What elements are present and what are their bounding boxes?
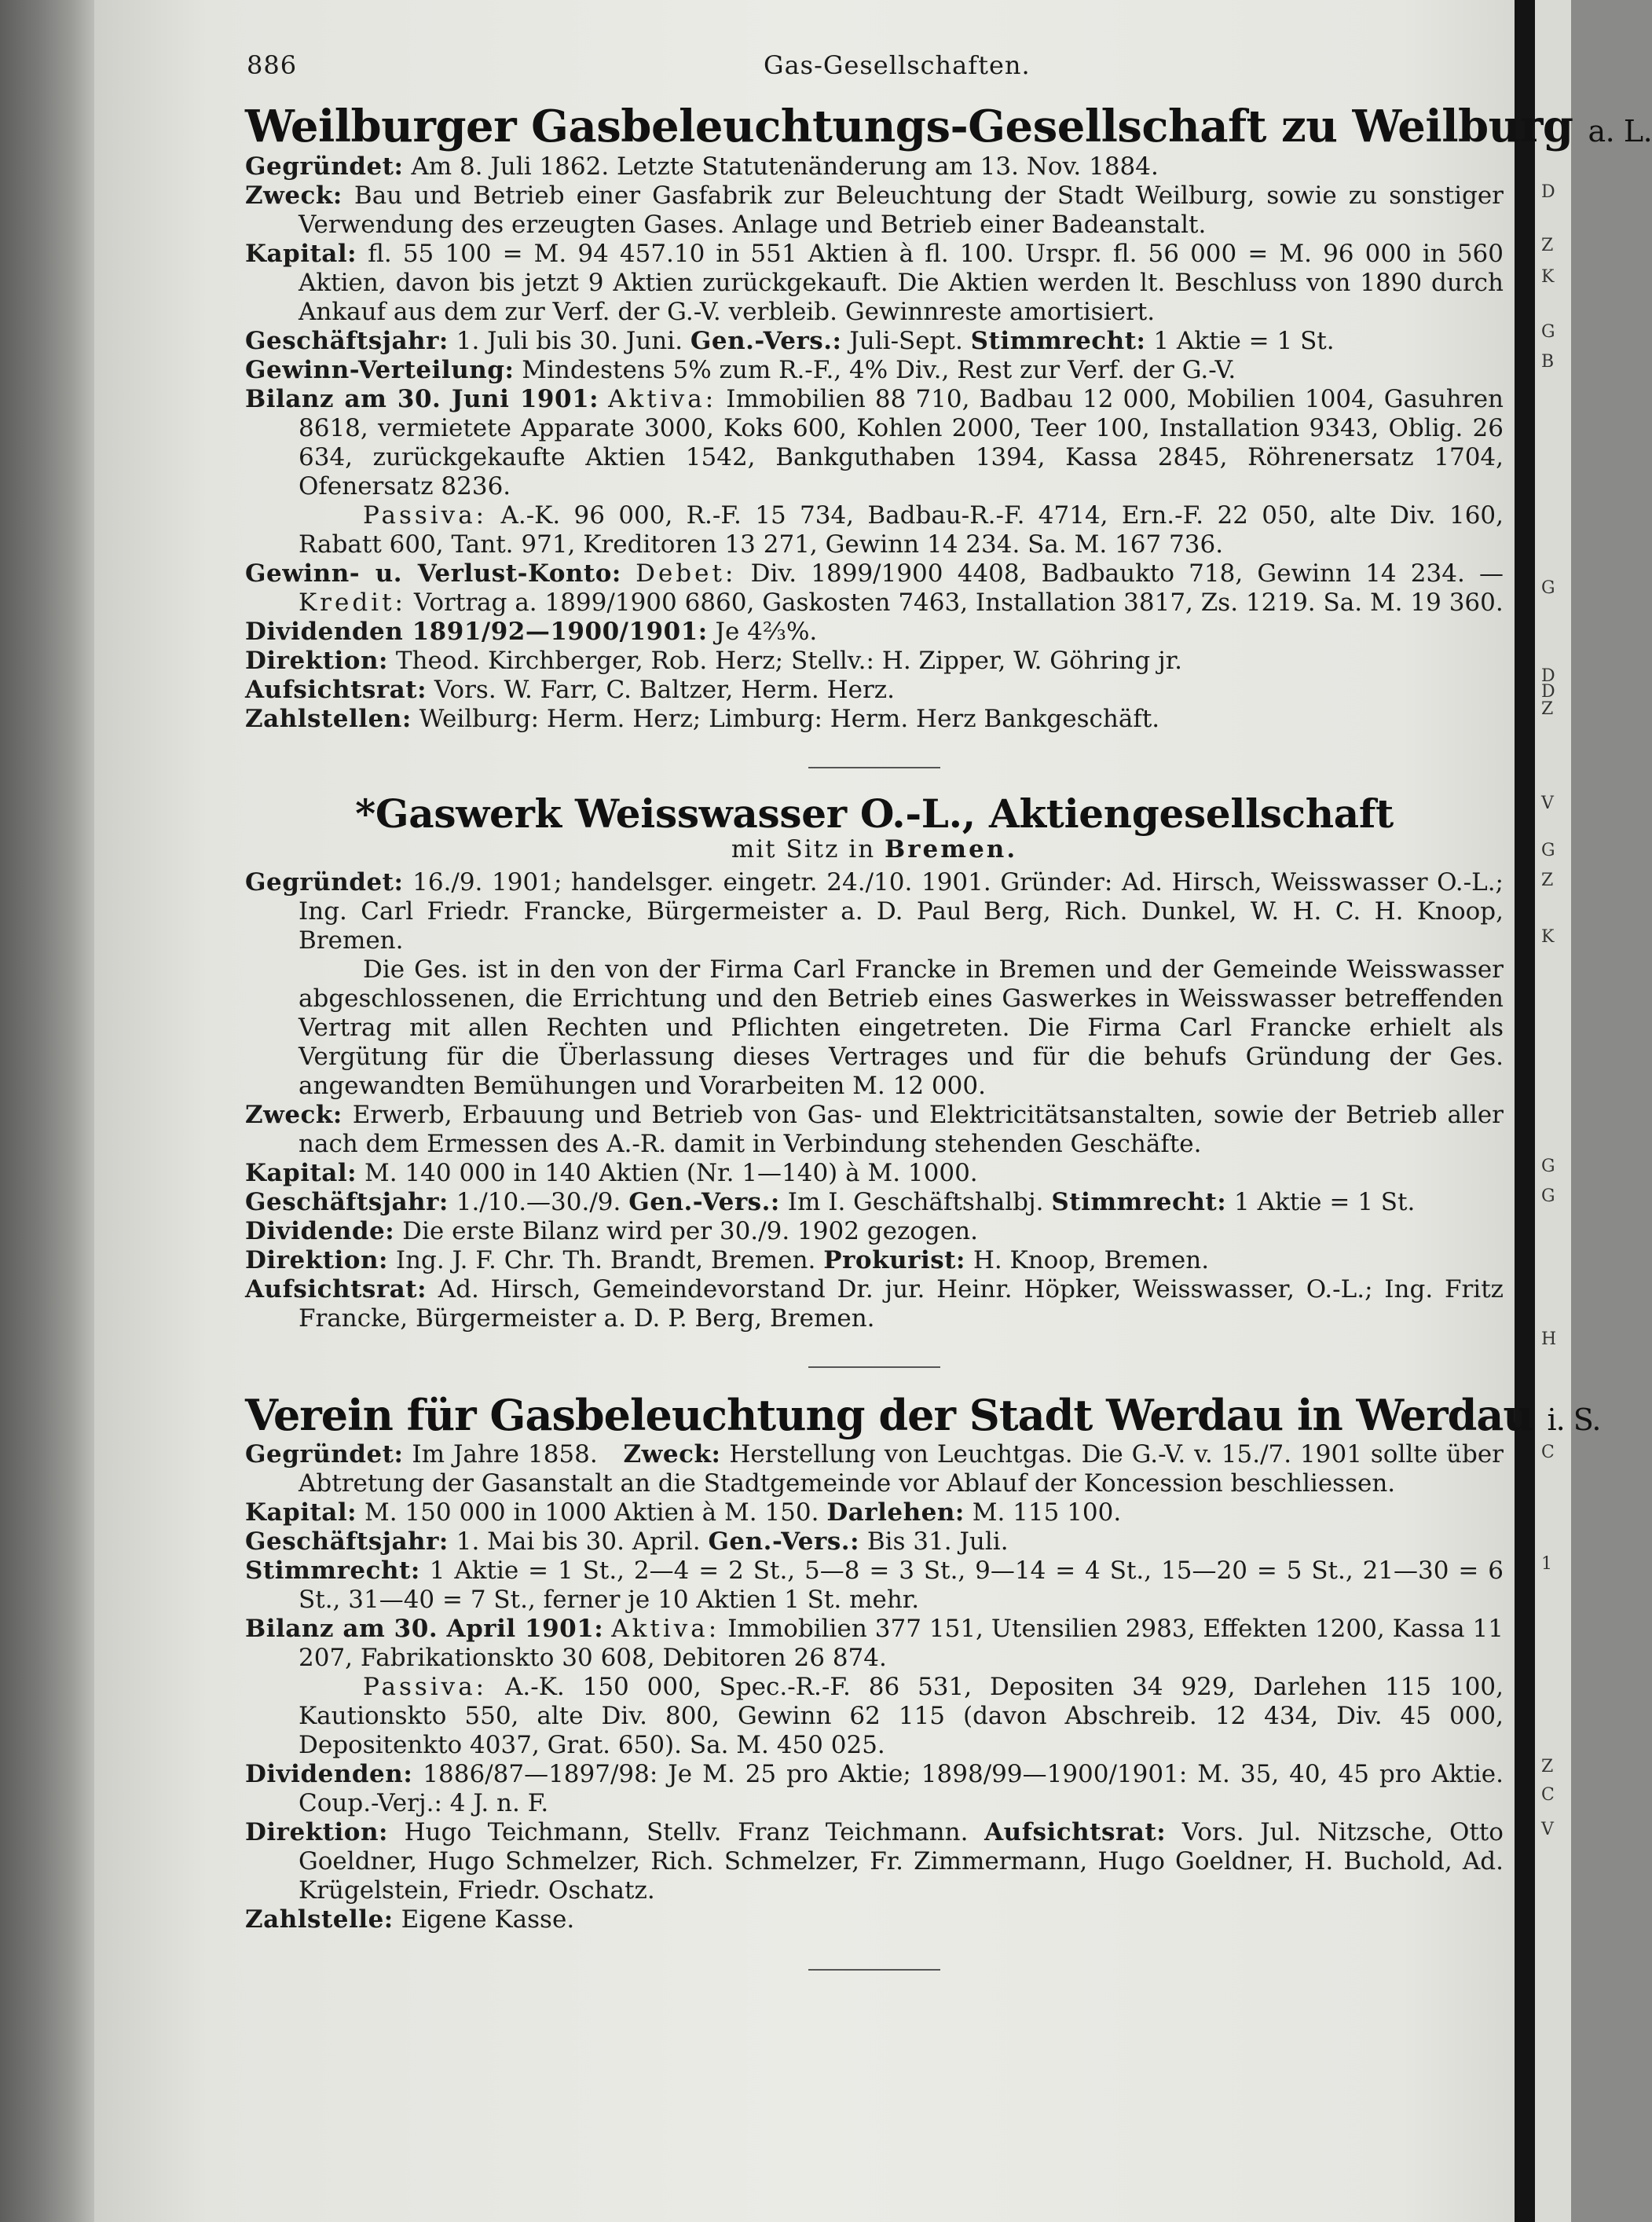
- field-value: Immobilien 377 151, Utensilien 2983, Effekten 1200, Kassa 11 207, Fabrikationskto 30 608, Debitoren 26 874.: [299, 1615, 1504, 1672]
- entry-weilburg: [245, 101, 1652, 734]
- field-label: Stimmrecht:: [970, 327, 1146, 355]
- field-value: Eigene Kasse.: [401, 1905, 575, 1934]
- entry-title-suffix: a. L.: [1588, 114, 1652, 148]
- field-label: Gewinn-Verteilung:: [245, 356, 515, 384]
- field-label: Gewinn- u. Verlust-Konto:: [245, 559, 621, 588]
- field-kapital: [245, 1159, 1504, 1188]
- field-value: Juli-Sept.: [849, 327, 963, 355]
- field-label: Gen.-Vers.:: [708, 1527, 860, 1556]
- field-label: Kapital:: [245, 1159, 357, 1187]
- section-divider: [808, 1969, 940, 1971]
- margin-fragment: G: [1541, 841, 1555, 860]
- field-passiva: [245, 1673, 1504, 1760]
- entry-title: [245, 1390, 1601, 1440]
- section-divider: [808, 767, 940, 768]
- margin-fragment: D: [1541, 666, 1555, 686]
- field-value: Ing. J. F. Chr. Th. Brandt, Bremen.: [395, 1246, 816, 1274]
- entry-subtitle: [245, 835, 1504, 864]
- aktiva-label: Aktiva:: [611, 1615, 720, 1643]
- field-direktion: [245, 647, 1504, 676]
- field-label: Aufsichtsrat:: [245, 676, 427, 704]
- field-zweck: [245, 182, 1504, 240]
- field-value: Mindestens 5% zum R.-F., 4% Div., Rest zur Verf. der G.-V.: [522, 356, 1236, 384]
- field-stimmrecht: [245, 1556, 1504, 1615]
- field-label: Direktion:: [245, 1818, 388, 1846]
- field-kapital: [245, 1498, 1504, 1527]
- field-value: Im Jahre 1858.: [412, 1440, 598, 1468]
- margin-fragment: Z: [1541, 1757, 1554, 1776]
- page-number: 886: [247, 50, 298, 80]
- field-value: Im I. Geschäftshalbj.: [787, 1188, 1044, 1216]
- field-label: Bilanz am 30. April 1901:: [245, 1615, 604, 1643]
- margin-fragment: Z: [1541, 871, 1554, 890]
- field-bilanz: [245, 1615, 1504, 1673]
- margin-fragment: V: [1541, 1820, 1554, 1839]
- field-gegruendet: [245, 152, 1504, 182]
- field-value: Die Ges. ist in den von der Firma Carl Francke in Bremen und der Gemeinde Weisswasser abgeschlossenen, die Errichtung und den Betrieb eines Gaswerkes in Weisswasser betreffenden Vertrag mit allen Rechten und Pflichten eingetreten. Die Firma Carl Francke erhielt als Vergütung für die Überlassung dieses Vertrages und für die behufs Gründung der Ges. angewandten Bemühungen und Vorarbeiten M. 12 000.: [299, 955, 1504, 1100]
- section-divider: [808, 1366, 940, 1368]
- field-label: Gegründet:: [245, 1440, 404, 1468]
- field-label: Aufsichtsrat:: [245, 1275, 427, 1304]
- field-geschaeftsjahr: [245, 1188, 1504, 1217]
- margin-fragment: V: [1541, 794, 1554, 813]
- subtitle-prefix: mit Sitz in: [731, 835, 876, 864]
- field-zahlstellen: [245, 705, 1504, 734]
- field-value: Vortrag a. 1899/1900 6860, Gaskosten 7463, Installation 3817, Zs. 1219. Sa. M. 19 360.: [413, 588, 1504, 617]
- next-page-edge: [1535, 0, 1571, 2222]
- field-value: Vors. W. Farr, C. Baltzer, Herm. Herz.: [434, 676, 895, 704]
- field-label: Zweck:: [245, 1101, 342, 1129]
- margin-fragment: G: [1541, 578, 1555, 598]
- field-value: Die erste Bilanz wird per 30./9. 1902 gezogen.: [402, 1217, 978, 1245]
- field-value: M. 115 100.: [972, 1498, 1122, 1527]
- field-value: Vors. Jul. Nitzsche, Otto Goeldner, Hugo Schmelzer, Rich. Schmelzer, Fr. Zimmermann, Hugo Goeldner, H. Buchold, Ad. Krügelstein, Friedr. Oschatz.: [299, 1818, 1504, 1905]
- field-value: H. Knoop, Bremen.: [973, 1246, 1210, 1274]
- field-dividende: [245, 1217, 1504, 1246]
- field-value: 1. Juli bis 30. Juni.: [456, 327, 683, 355]
- debet-label: Debet:: [636, 559, 737, 588]
- field-label: Stimmrecht:: [1051, 1188, 1227, 1216]
- field-label: Kapital:: [245, 240, 357, 268]
- field-value: Hugo Teichmann, Stellv. Franz Teichmann.: [404, 1818, 969, 1846]
- field-label: Gegründet:: [245, 152, 404, 181]
- field-label: Dividenden:: [245, 1760, 413, 1788]
- field-label: Dividende:: [245, 1217, 395, 1245]
- entry-werdau: [245, 1390, 1601, 1934]
- field-label: Geschäftsjahr:: [245, 327, 449, 355]
- entry-title: *Gaswerk Weisswasser O.-L., Aktiengesellschaft: [355, 790, 1394, 837]
- margin-fragment: C: [1541, 1443, 1555, 1462]
- aktiva-label: Aktiva:: [608, 385, 717, 413]
- margin-fragment: G: [1541, 1157, 1555, 1176]
- field-value: Erwerb, Erbauung und Betrieb von Gas- und Elektricitätsanstalten, sowie der Betrieb aller nach dem Ermessen des A.-R. damit in Verbindung stehenden Geschäfte.: [299, 1101, 1504, 1158]
- field-label: Darlehen:: [826, 1498, 965, 1527]
- field-value: Je 4⅔%.: [715, 618, 818, 646]
- field-dividenden: [245, 1760, 1504, 1818]
- field-value: Herstellung von Leuchtgas. Die G.-V. v. 15./7. 1901 sollte über Abtretung der Gasanstalt an die Stadtgemeinde vor Ablauf der Koncession beschliessen.: [299, 1440, 1504, 1498]
- margin-fragment: D: [1541, 182, 1555, 202]
- field-direktion: [245, 1818, 1504, 1905]
- field-direktion: [245, 1246, 1504, 1275]
- kredit-label: Kredit:: [299, 588, 406, 617]
- margin-fragment: Z: [1541, 699, 1554, 719]
- field-label: Bilanz am 30. Juni 1901:: [245, 385, 599, 413]
- field-label: Dividenden 1891/92—1900/1901:: [245, 618, 708, 646]
- margin-fragment: 1: [1541, 1554, 1552, 1574]
- field-label: Geschäftsjahr:: [245, 1527, 449, 1556]
- entry-title: [245, 101, 1652, 152]
- field-zweck: [245, 1101, 1504, 1159]
- field-value: 1 Aktie = 1 St.: [1234, 1188, 1416, 1216]
- field-value: 16./9. 1901; handelsger. eingetr. 24./10. 1901. Gründer: Ad. Hirsch, Weisswasser O.-L.; Ing. Carl Friedr. Francke, Bürgermeister a. D. Paul Berg, Rich. Dunkel, W. H. C. H. Knoop, Bremen.: [299, 868, 1504, 955]
- entry-weisswasser: [245, 790, 1504, 1333]
- running-header: [245, 50, 1504, 94]
- entry-title-text: Verein für Gasbeleuchtung der Stadt Werdau in Werdau: [245, 1390, 1533, 1440]
- margin-fragment: C: [1541, 1785, 1555, 1805]
- field-aufsichtsrat: [245, 1275, 1504, 1333]
- field-value: Bau und Betrieb einer Gasfabrik zur Beleuchtung der Stadt Weilburg, sowie zu sonstiger Verwendung des erzeugten Gases. Anlage und Betrieb einer Badeanstalt.: [299, 182, 1504, 239]
- field-kapital: [245, 240, 1504, 327]
- field-vertrag: [245, 955, 1504, 1101]
- field-label: Zahlstelle:: [245, 1905, 394, 1934]
- field-value: M. 150 000 in 1000 Aktien à M. 150.: [364, 1498, 819, 1527]
- field-value: 1886/87—1897/98: Je M. 25 pro Aktie; 1898/99—1900/1901: M. 35, 40, 45 pro Aktie. Coup.-Verj.: 4 J. n. F.: [299, 1760, 1504, 1817]
- field-label: Prokurist:: [823, 1246, 965, 1274]
- field-value: 1 Aktie = 1 St.: [1153, 327, 1335, 355]
- margin-fragment: K: [1541, 927, 1555, 947]
- field-geschaeftsjahr: [245, 1527, 1504, 1556]
- book-gutter: [0, 0, 94, 2222]
- field-value: A.-K. 96 000, R.-F. 15 734, Badbau-R.-F. 4714, Ern.-F. 22 050, alte Div. 160, Rabatt 600, Tant. 971, Kreditoren 13 271, Gewinn 14 234. Sa. M. 167 736.: [299, 501, 1504, 559]
- field-value: 1 Aktie = 1 St., 2—4 = 2 St., 5—8 = 3 St., 9—14 = 4 St., 15—20 = 5 St., 21—30 = 6 St., 31—40 = 7 St., ferner je 10 Aktien 1 St. mehr.: [299, 1556, 1504, 1614]
- field-label: Zweck:: [245, 182, 342, 210]
- field-value: 1. Mai bis 30. April.: [456, 1527, 701, 1556]
- margin-fragment: B: [1541, 352, 1555, 372]
- field-gegruendet: [245, 1440, 1504, 1498]
- subtitle-city: Bremen.: [885, 835, 1018, 864]
- entry-title-suffix: i. S.: [1547, 1402, 1601, 1437]
- running-title: Gas-Gesellschaften.: [764, 50, 1031, 80]
- field-value: Ad. Hirsch, Gemeindevorstand Dr. jur. Heinr. Höpker, Weisswasser, O.-L.; Ing. Fritz Francke, Bürgermeister a. D. P. Berg, Bremen.: [299, 1275, 1504, 1333]
- passiva-label: Passiva:: [363, 501, 488, 530]
- field-label: Zahlstellen:: [245, 705, 412, 733]
- field-label: Gen.-Vers.:: [690, 327, 842, 355]
- margin-fragment: G: [1541, 1186, 1555, 1206]
- field-value: 1./10.—30./9.: [456, 1188, 621, 1216]
- field-bilanz: [245, 385, 1504, 501]
- field-label: Gen.-Vers.:: [628, 1188, 780, 1216]
- field-label: Aufsichtsrat:: [984, 1818, 1167, 1846]
- field-label: Direktion:: [245, 1246, 388, 1274]
- field-passiva: [245, 501, 1504, 559]
- field-value: Theod. Kirchberger, Rob. Herz; Stellv.: H. Zipper, W. Göhring jr.: [395, 647, 1182, 675]
- field-dividenden: [245, 618, 1504, 647]
- field-label: Kapital:: [245, 1498, 357, 1527]
- field-value: Weilburg: Herm. Herz; Limburg: Herm. Herz Bankgeschäft.: [419, 705, 1160, 733]
- field-aufsichtsrat: [245, 676, 1504, 705]
- field-label: Stimmrecht:: [245, 1556, 420, 1585]
- field-value: fl. 55 100 = M. 94 457.10 in 551 Aktien à fl. 100. Urspr. fl. 56 000 = M. 96 000 in 560 Aktien, davon bis jetzt 9 Aktien zurückgekauft. Die Aktien werden lt. Beschluss von 1890 durch Ankauf aus dem zur Verf. der G.-V. verbleib. Gewinnreste amortisiert.: [299, 240, 1504, 326]
- field-value: M. 140 000 in 140 Aktien (Nr. 1—140) à M. 1000.: [364, 1159, 978, 1187]
- margin-fragment: H: [1541, 1329, 1557, 1349]
- passiva-label: Passiva:: [363, 1673, 488, 1701]
- field-label: Geschäftsjahr:: [245, 1188, 449, 1216]
- field-value: Div. 1899/1900 4408, Badbaukto 718, Gewinn 14 234. —: [750, 559, 1504, 588]
- field-value: A.-K. 150 000, Spec.-R.-F. 86 531, Depositen 34 929, Darlehen 115 100, Kautionskto 550, alte Div. 800, Gewinn 62 115 (davon Abschreib. 12 434, Div. 45 000, Depositenkto 4037, Grat. 650). Sa. M. 450 025.: [299, 1673, 1504, 1759]
- entry-title-text: Weilburger Gasbeleuchtungs-Gesellschaft zu Weilburg: [245, 101, 1573, 152]
- margin-fragment: Z: [1541, 236, 1554, 255]
- field-zahlstelle: [245, 1905, 1504, 1934]
- field-value: Bis 31. Juli.: [866, 1527, 1009, 1556]
- field-value: Am 8. Juli 1862. Letzte Statutenänderung am 13. Nov. 1884.: [411, 152, 1159, 181]
- field-geschaeftsjahr: [245, 327, 1504, 356]
- field-label: Direktion:: [245, 647, 388, 675]
- field-guv: [245, 559, 1504, 618]
- field-gegruendet: [245, 868, 1504, 955]
- page-content: [245, 50, 1652, 1971]
- margin-fragment: G: [1541, 322, 1555, 342]
- field-value: Immobilien 88 710, Badbau 12 000, Mobilien 1004, Gasuhren 8618, vermietete Apparate 3000, Koks 600, Kohlen 2000, Teer 100, Installation 9343, Oblig. 26 634, zurückgekaufte Aktien 1542, Bankguthaben 1394, Kassa 2845, Röhrenersatz 1704, Ofenersatz 8236.: [299, 385, 1504, 500]
- field-label: Gegründet:: [245, 868, 404, 896]
- margin-fragment: K: [1541, 267, 1555, 287]
- margin-fragment: D: [1541, 682, 1555, 702]
- field-gewinnverteilung: [245, 356, 1504, 385]
- field-label: Zweck:: [623, 1440, 721, 1468]
- page-edge-shadow: [1515, 0, 1535, 2222]
